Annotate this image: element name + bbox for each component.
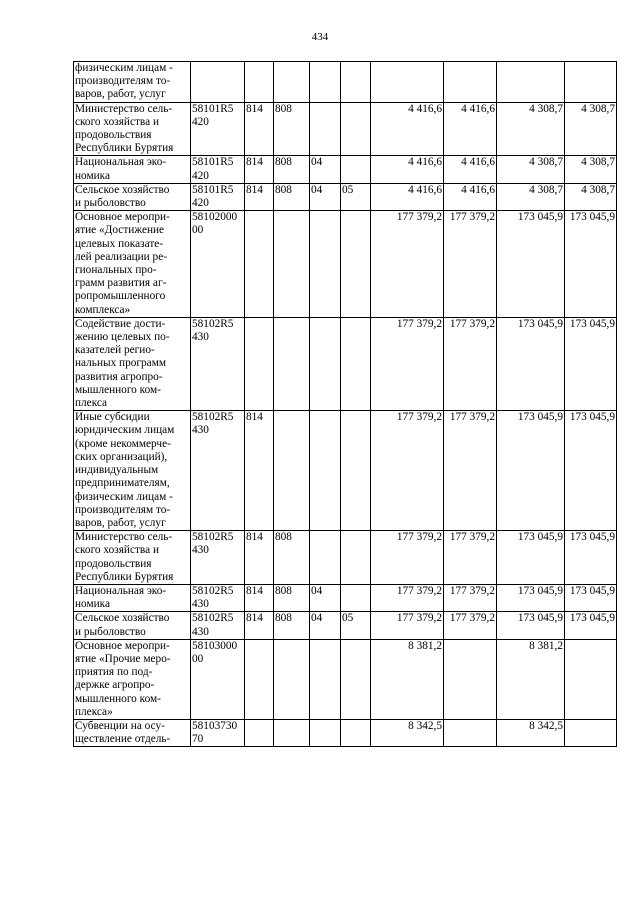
- row-value-2: 177 379,2: [444, 584, 497, 611]
- row-value-3: 173 045,9: [497, 411, 565, 531]
- row-section: [274, 411, 310, 531]
- row-grbs: 814: [245, 531, 274, 585]
- row-value-2: 4 416,6: [444, 156, 497, 183]
- row-value-4: 173 045,9: [565, 211, 617, 318]
- row-target-code: 58102R5 430: [191, 612, 245, 639]
- row-value-4: 173 045,9: [565, 317, 617, 410]
- row-target-code: 58102R5 430: [191, 411, 245, 531]
- row-section: 808: [274, 102, 310, 156]
- row-pr: [341, 719, 371, 746]
- table-row: [74, 102, 617, 156]
- row-section: 808: [274, 531, 310, 585]
- row-name: Содействие дости- жению целевых по- казателей регио- нальных программ развития агропро- мышленного ком- плекса: [74, 317, 191, 410]
- table-row: [74, 411, 617, 531]
- row-section: [274, 639, 310, 719]
- row-value-4: 173 045,9: [565, 612, 617, 639]
- row-value-2: [444, 719, 497, 746]
- row-target-code: 58101R5 420: [191, 183, 245, 210]
- row-value-2: 177 379,2: [444, 211, 497, 318]
- row-section: [274, 62, 310, 103]
- row-pr: 05: [341, 183, 371, 210]
- row-value-4: 173 045,9: [565, 531, 617, 585]
- row-name: Национальная эко- номика: [74, 584, 191, 611]
- table-row: [74, 62, 617, 103]
- row-grbs: [245, 317, 274, 410]
- row-grbs: [245, 719, 274, 746]
- row-value-4: 4 308,7: [565, 102, 617, 156]
- row-section: [274, 317, 310, 410]
- row-value-4: [565, 62, 617, 103]
- row-target-code: 58101R5 420: [191, 102, 245, 156]
- row-value-1: [371, 62, 444, 103]
- row-value-4: 173 045,9: [565, 411, 617, 531]
- row-rz: 04: [310, 584, 341, 611]
- row-grbs: [245, 211, 274, 318]
- table-row: [74, 531, 617, 585]
- row-pr: [341, 584, 371, 611]
- row-pr: [341, 639, 371, 719]
- row-grbs: 814: [245, 612, 274, 639]
- row-name: Министерство сель- ского хозяйства и продовольствия Республики Бурятия: [74, 102, 191, 156]
- table-row: [74, 612, 617, 639]
- row-section: 808: [274, 584, 310, 611]
- row-value-4: 4 308,7: [565, 183, 617, 210]
- table-row: [74, 156, 617, 183]
- table-row: [74, 719, 617, 746]
- row-value-3: 173 045,9: [497, 317, 565, 410]
- row-grbs: 814: [245, 411, 274, 531]
- row-rz: [310, 719, 341, 746]
- row-pr: [341, 156, 371, 183]
- row-target-code: [191, 62, 245, 103]
- row-value-1: 177 379,2: [371, 531, 444, 585]
- row-value-1: 4 416,6: [371, 156, 444, 183]
- row-value-3: 173 045,9: [497, 531, 565, 585]
- row-value-1: 4 416,6: [371, 102, 444, 156]
- row-rz: [310, 317, 341, 410]
- row-value-2: 4 416,6: [444, 183, 497, 210]
- row-section: [274, 211, 310, 318]
- row-value-1: 177 379,2: [371, 317, 444, 410]
- row-value-3: 8 342,5: [497, 719, 565, 746]
- row-rz: [310, 62, 341, 103]
- table-row: [74, 317, 617, 410]
- row-target-code: 58102000 00: [191, 211, 245, 318]
- row-pr: [341, 317, 371, 410]
- row-name: Основное меропри- ятие «Прочие меро- приятия по под- держке агропро- мышленного ком- плекса»: [74, 639, 191, 719]
- row-value-1: 177 379,2: [371, 411, 444, 531]
- row-value-2: 177 379,2: [444, 317, 497, 410]
- row-value-4: 173 045,9: [565, 584, 617, 611]
- row-value-4: 4 308,7: [565, 156, 617, 183]
- row-target-code: 58102R5 430: [191, 584, 245, 611]
- row-section: [274, 719, 310, 746]
- row-value-1: 177 379,2: [371, 612, 444, 639]
- row-target-code: 58102R5 430: [191, 531, 245, 585]
- row-rz: 04: [310, 156, 341, 183]
- row-grbs: 814: [245, 183, 274, 210]
- row-name: Национальная эко- номика: [74, 156, 191, 183]
- row-target-code: 58103730 70: [191, 719, 245, 746]
- row-name: Министерство сель- ского хозяйства и продовольствия Республики Бурятия: [74, 531, 191, 585]
- row-value-2: 177 379,2: [444, 531, 497, 585]
- row-pr: [341, 411, 371, 531]
- row-grbs: [245, 639, 274, 719]
- row-value-3: 173 045,9: [497, 584, 565, 611]
- row-value-3: [497, 62, 565, 103]
- row-pr: 05: [341, 612, 371, 639]
- row-value-3: 8 381,2: [497, 639, 565, 719]
- row-value-2: 177 379,2: [444, 411, 497, 531]
- row-rz: [310, 102, 341, 156]
- row-value-3: 173 045,9: [497, 612, 565, 639]
- row-target-code: 58101R5 420: [191, 156, 245, 183]
- row-rz: 04: [310, 183, 341, 210]
- row-value-3: 173 045,9: [497, 211, 565, 318]
- row-grbs: [245, 62, 274, 103]
- row-rz: [310, 531, 341, 585]
- table-row: [74, 211, 617, 318]
- table-row: [74, 584, 617, 611]
- row-section: 808: [274, 156, 310, 183]
- row-grbs: 814: [245, 156, 274, 183]
- row-grbs: 814: [245, 102, 274, 156]
- row-value-1: 177 379,2: [371, 211, 444, 318]
- row-pr: [341, 211, 371, 318]
- row-value-2: [444, 639, 497, 719]
- row-value-3: 4 308,7: [497, 183, 565, 210]
- row-value-2: 4 416,6: [444, 102, 497, 156]
- row-section: 808: [274, 612, 310, 639]
- row-value-2: 177 379,2: [444, 612, 497, 639]
- table-row: [74, 639, 617, 719]
- row-value-4: [565, 639, 617, 719]
- row-value-1: 4 416,6: [371, 183, 444, 210]
- row-target-code: 58103000 00: [191, 639, 245, 719]
- row-value-2: [444, 62, 497, 103]
- budget-table: [73, 61, 617, 747]
- row-value-4: [565, 719, 617, 746]
- row-value-1: 177 379,2: [371, 584, 444, 611]
- table-body: [74, 62, 617, 747]
- row-grbs: 814: [245, 584, 274, 611]
- row-target-code: 58102R5 430: [191, 317, 245, 410]
- row-value-1: 8 342,5: [371, 719, 444, 746]
- table-row: [74, 183, 617, 210]
- row-pr: [341, 531, 371, 585]
- row-rz: [310, 211, 341, 318]
- row-pr: [341, 62, 371, 103]
- row-section: 808: [274, 183, 310, 210]
- row-name: Субвенции на осу- ществление отдель-: [74, 719, 191, 746]
- row-value-3: 4 308,7: [497, 102, 565, 156]
- row-name: физическим лицам - производителям то- варов, работ, услуг: [74, 62, 191, 103]
- page-number: 434: [311, 31, 329, 43]
- row-rz: [310, 639, 341, 719]
- row-name: Сельское хозяйство и рыболовство: [74, 612, 191, 639]
- row-rz: [310, 411, 341, 531]
- row-pr: [341, 102, 371, 156]
- row-name: Сельское хозяйство и рыболовство: [74, 183, 191, 210]
- row-rz: 04: [310, 612, 341, 639]
- row-value-3: 4 308,7: [497, 156, 565, 183]
- row-name: Иные субсидии юридическим лицам (кроме некоммерче- ских организаций), индивидуальным предпринимателям, физическим лицам - производителям то- варов, работ, услуг: [74, 411, 191, 531]
- row-value-1: 8 381,2: [371, 639, 444, 719]
- row-name: Основное меропри- ятие «Достижение целевых показате- лей реализации ре- гиональных про- грамм развития аг- ропромышленного комплекса»: [74, 211, 191, 318]
